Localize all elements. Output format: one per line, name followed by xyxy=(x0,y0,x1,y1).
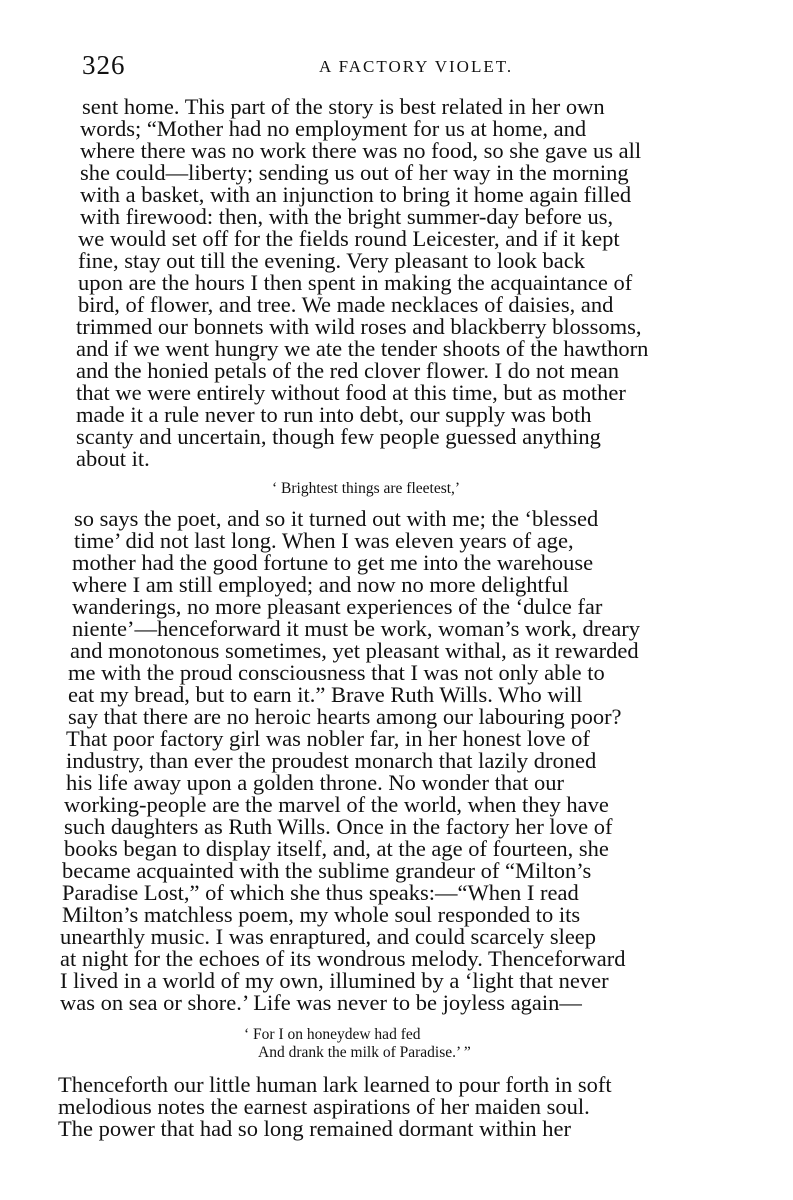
text-line: and if we went hungry we ate the tender shoots of the hawthorn xyxy=(76,336,649,361)
text-line: unearthly music. I was enraptured, and could scarcely sleep xyxy=(60,924,597,949)
text-line: eat my bread, but to earn it.” Brave Ruth Wills. Who will xyxy=(68,682,583,707)
text-line: working-people are the marvel of the world, when they have xyxy=(64,792,609,817)
text-line: was on sea or shore.’ Life was never to be joyless again— xyxy=(60,990,582,1015)
text-line: about it. xyxy=(76,446,150,471)
text-line: say that there are no heroic hearts among our labouring poor? xyxy=(68,704,622,729)
text-line: mother had the good fortune to get me into the warehouse xyxy=(72,550,594,575)
text-line: I lived in a world of my own, illumined by a ‘light that never xyxy=(60,968,609,993)
text-line: where I am still employed; and now no more delightful xyxy=(72,572,569,597)
text-line: fine, stay out till the evening. Very pleasant to look back xyxy=(78,248,585,273)
text-line: books began to display itself, and, at the age of fourteen, she xyxy=(64,836,609,861)
text-line: his life away upon a golden throne. No wonder that our xyxy=(66,770,564,795)
text-line: time’ did not last long. When I was eleven years of age, xyxy=(74,528,574,553)
text-line: she could—liberty; sending us out of her way in the morning xyxy=(80,160,629,185)
text-line: such daughters as Ruth Wills. Once in the factory her love of xyxy=(64,814,613,839)
text-line: and monotonous sometimes, yet pleasant withal, as it rewarded xyxy=(70,638,639,663)
verse-line: ‘ For I on honeydew had fed xyxy=(244,1026,421,1043)
text-line: made it a rule never to run into debt, our supply was both xyxy=(76,402,592,427)
text-line: so says the poet, and so it turned out with me; the ‘blessed xyxy=(74,506,599,531)
text-line: at night for the echoes of its wondrous melody. Thenceforward xyxy=(60,946,626,971)
text-line: we would set off for the fields round Leicester, and if it kept xyxy=(78,226,620,251)
text-line: The power that had so long remained dormant within her xyxy=(58,1116,571,1141)
epigraph-quote: ‘ Brightest things are fleetest,’ xyxy=(272,480,461,497)
text-line: That poor factory girl was nobler far, in her honest love of xyxy=(66,726,590,751)
text-line: niente’—henceforward it must be work, woman’s work, dreary xyxy=(72,616,640,641)
text-line: scanty and uncertain, though few people guessed anything xyxy=(76,424,601,449)
text-line: where there was no work there was no food, so she gave us all xyxy=(80,138,642,163)
text-line: sent home. This part of the story is best related in her own xyxy=(82,94,605,119)
page-header xyxy=(82,50,772,90)
page-number: 326 xyxy=(82,50,126,80)
text-line: industry, than ever the proudest monarch that lazily droned xyxy=(66,748,597,773)
verse-line: And drank the milk of Paradise.’ ” xyxy=(258,1044,471,1061)
running-title: A FACTORY VIOLET. xyxy=(319,57,514,76)
text-line: and the honied petals of the red clover flower. I do not mean xyxy=(76,358,619,383)
text-line: became acquainted with the sublime grandeur of “Milton’s xyxy=(62,858,592,883)
text-line: wanderings, no more pleasant experiences of the ‘dulce far xyxy=(72,594,603,619)
text-line: trimmed our bonnets with wild roses and blackberry blossoms, xyxy=(76,314,642,339)
text-line: with firewood: then, with the bright summer-day before us, xyxy=(80,204,614,229)
text-line: words; “Mother had no employment for us at home, and xyxy=(80,116,587,141)
text-line: Thenceforth our little human lark learned to pour forth in soft xyxy=(58,1072,612,1097)
text-line: with a basket, with an injunction to bring it home again filled xyxy=(80,182,632,207)
text-line: me with the proud consciousness that I was not only able to xyxy=(68,660,605,685)
text-line: bird, of flower, and tree. We made necklaces of daisies, and xyxy=(78,292,614,317)
text-line: Milton’s matchless poem, my whole soul responded to its xyxy=(62,902,581,927)
text-line: Paradise Lost,” of which she thus speaks:—“When I read xyxy=(62,880,579,905)
text-line: upon are the hours I then spent in making the acquaintance of xyxy=(78,270,633,295)
text-line: that we were entirely without food at this time, but as mother xyxy=(76,380,626,405)
text-line: melodious notes the earnest aspirations of her maiden soul. xyxy=(58,1094,590,1119)
